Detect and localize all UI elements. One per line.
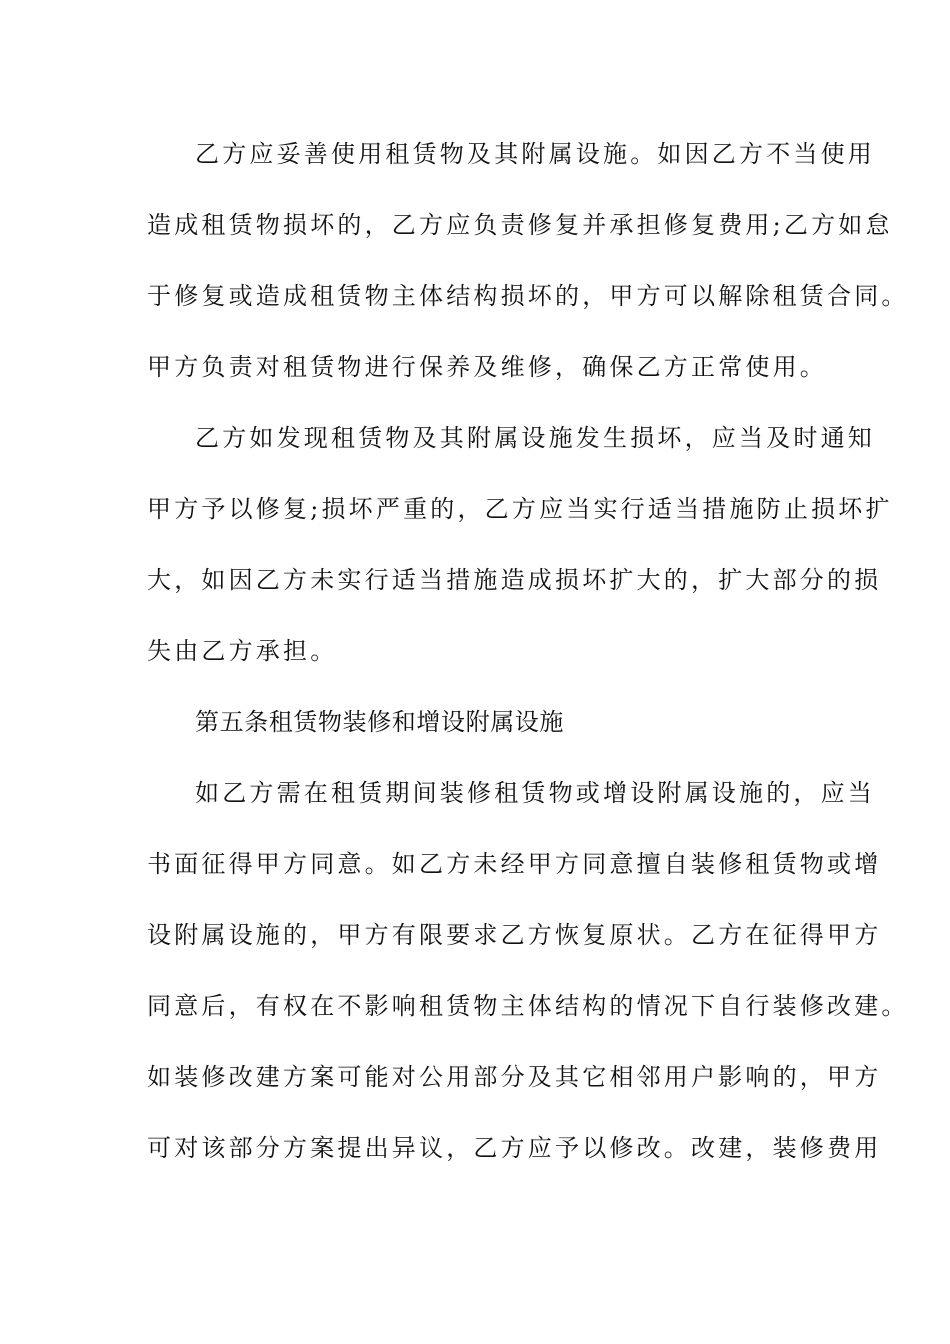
paragraph-line: 可对该部分方案提出异议，乙方应予以修改。改建，装修费用 [147, 1134, 882, 1162]
paragraph-line: 设附属设施的，甲方有限要求乙方恢复原状。乙方在征得甲方 [147, 921, 882, 949]
paragraph-line: 于修复或造成租赁物主体结构损坏的，甲方可以解除租赁合同。 [147, 282, 909, 310]
paragraph-line: 甲方予以修复;损坏严重的，乙方应当实行适当措施防止损坏扩 [147, 495, 893, 523]
paragraph-line: 如装修改建方案可能对公用部分及其它相邻用户影响的，甲方 [147, 1063, 882, 1091]
paragraph-line: 乙方应妥善使用租赁物及其附属设施。如因乙方不当使用 [195, 140, 875, 168]
section-heading: 第五条租赁物装修和增设附属设施 [195, 708, 564, 736]
paragraph-line: 失由乙方承担。 [147, 637, 338, 665]
paragraph-line: 如乙方需在租赁期间装修租赁物或增设附属设施的，应当 [195, 779, 875, 807]
paragraph-line: 大，如因乙方未实行适当措施造成损坏扩大的，扩大部分的损 [147, 566, 882, 594]
paragraph-line: 甲方负责对租赁物进行保养及维修，确保乙方正常使用。 [147, 353, 827, 381]
paragraph-line: 造成租赁物损坏的，乙方应负责修复并承担修复费用;乙方如怠 [147, 211, 893, 239]
paragraph-line: 同意后，有权在不影响租赁物主体结构的情况下自行装修改建。 [147, 992, 909, 1020]
paragraph-line: 书面征得甲方同意。如乙方未经甲方同意擅自装修租赁物或增 [147, 850, 882, 878]
paragraph-line: 乙方如发现租赁物及其附属设施发生损坏，应当及时通知 [195, 424, 875, 452]
